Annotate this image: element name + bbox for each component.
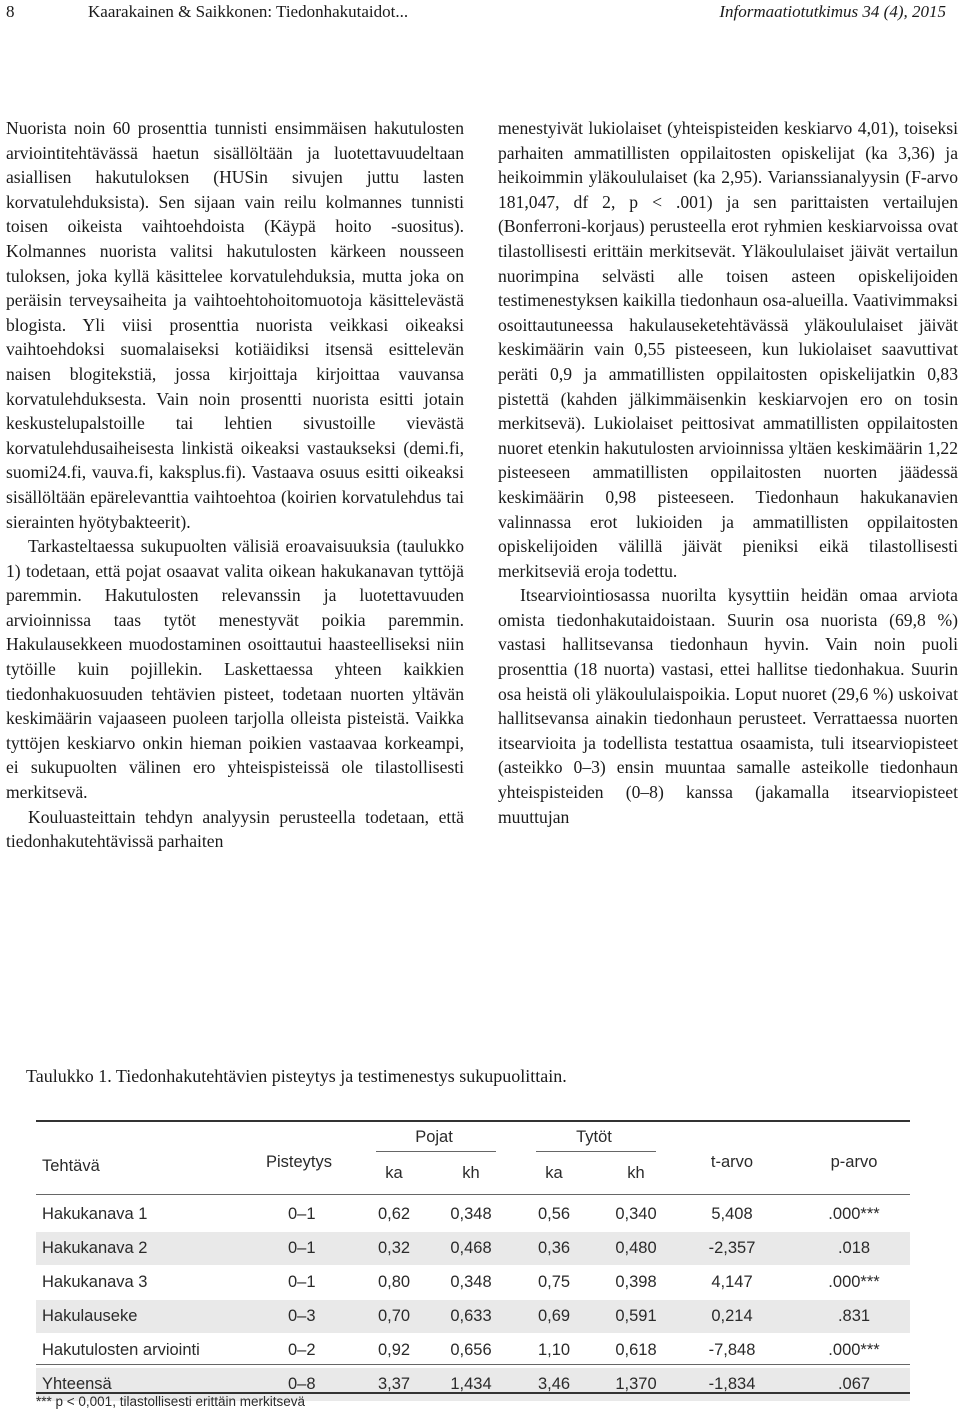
paragraph: Itsearviointiosassa nuorilta kysyttiin heidän omaa arviota omista tiedonhakutaidoistaan. Suurin osa nuorista (69,8 %) vastasi hallitsevansa tiedonhaun hyvin. Vain noin puoli prosenttia (18 nuorta) vastasi, ettei hallitse tiedonhakua. Suurin osa heistä oli yläkoululaispoikia. Loput nuoret (29,6 %) uskoivat hallitsevansa ainakin tiedonhaun perusteet. Verrattaessa nuorten itsearvioita ja todellista testattua osaamista, tuli itsearviopisteet (asteikko 0–3) ensin muuntaa samalle asteikolle tiedonhaun yhteispisteiden (0–8) kanssa (jakamalla itsearviopisteet muuttujan — [498, 585, 958, 827]
cell-boys-sd: 1,434 — [450, 1375, 492, 1393]
table-caption: Taulukko 1. Tiedonhakutehtävien pisteytys ja testimenestys sukupuolittain. — [26, 1066, 567, 1086]
cell-boys-sd: 0,468 — [450, 1239, 492, 1257]
cell-girls-mean: 3,46 — [537, 1375, 571, 1393]
cell-task: Hakukanava 2 — [42, 1239, 148, 1257]
cell-girls-sd: 1,370 — [615, 1375, 657, 1393]
cell-boys-sd: 0,656 — [450, 1341, 492, 1359]
cell-scoring: 0–3 — [288, 1307, 316, 1325]
paragraph: Nuorista noin 60 prosenttia tunnisti ensimmäisen hakutulosten arviointitehtävässä haetun sisällöltään ja luotettavuudeltaan asiallisen hakutuloksen (HUSin sivujen juttu lasten korvatulehduksista). Sen sijaan vain reilu kolmannes tunnisti toisen oikeista vaihtoehdoista (Käypä hoito -suositus). Kolmannes nuorista valitsi hakutulosten kärkeen nousseen tuloksen, joka kyllä käsittelee korvatulehduksia, mutta joka on peräisin terveysaiheita ja vaihtoehtohoitomuotoja käsittelevästä blogista. Yli viisi prosenttia nuorista veikkasi oikeaksi vaihtoehdoksi suomalaiseksi kotiäidiksi itsensä esittelevän naisen blogitekstiä, jossa kirjoittaja kirjoittaa vauvansa korvatulehduksesta. Vain noin prosentti nuorista esitti jotain keskustelupalstoille tai lehtien sivustoille vievästä korvatulehdusaiheisesta linkistä oikeaksi vastaukseksi (demi.fi, suomi24.fi, vauva.fi, kaksplus.fi). Vastaava osuus esitti oikeaksi sisällöltään epärelevanttia vaihtoehtoa (koirien korvatulehdus tai sierainten hyötybakteerit). — [6, 118, 464, 532]
cell-boys-mean: 0,70 — [377, 1307, 411, 1325]
results-table — [36, 1120, 910, 1409]
cell-boys-sd: 0,348 — [450, 1273, 492, 1291]
cell-girls-mean: 1,10 — [537, 1341, 571, 1359]
cell-task: Hakukanava 1 — [42, 1205, 148, 1223]
group-header-girls: Tytöt — [576, 1128, 612, 1146]
col-header-girls-sd: kh — [627, 1164, 645, 1182]
cell-boys-mean: 0,92 — [377, 1341, 411, 1359]
col-header-girls-mean: ka — [545, 1164, 563, 1182]
cell-t-value: -1,834 — [708, 1375, 756, 1393]
cell-scoring: 0–1 — [288, 1273, 316, 1291]
cell-t-value: -7,848 — [708, 1341, 756, 1359]
cell-girls-mean: 0,56 — [537, 1205, 571, 1223]
paragraph: menestyivät lukiolaiset (yhteispisteiden keskiarvo 4,01), toiseksi parhaiten ammatillisten oppilaitosten opiskelijat (ka 3,36) ja heikoimmin yläkoululaiset (ka 2,95). Varianssianalyysin (F-arvo 181,047, df 2, p < .001) ja sen parittaisten vertailujen (Bonferroni-korjaus) perusteella erot ryhmien keskiarvoissa ovat tilastollisesti erittäin merkitsevät. Yläkoululaiset jäivät vertailun nuorimpina selvästi alle toisen asteen opiskelijoiden testimenestyksen kaikilla tiedonhaun osa-alueilla. Vaativimmaksi osoittautuneessa hakulauseketehtävässä yläkoululaiset jäivät keskimäärin vain 0,55 pisteeseen, kun lukiolaiset saavuttivat peräti 0,9 ja ammatillisten oppilaitosten opiskelijatkin 0,83 pistettä (kahden jälkimmäisenkin keskiarvojen ero on tosin merkitsevä). Lukiolaiset peittosivat ammatillisten oppilaitosten nuoret etenkin hakutulosten arvioinnissa yltäen keskimäärin 1,22 pisteeseen ammatillisten oppilaitosten nuorten jäädessä keskimäärin 0,98 pisteeseen. Tiedonhaun hakukanavien valinnassa erot lukioiden ja ammatillisten oppilaitosten opiskelijoiden välillä jäivät pieniksi eikä tilastollisesti merkitseviä eroja todettu. — [498, 118, 958, 581]
table-top-rule — [36, 1120, 910, 1122]
cell-p-value: .000*** — [828, 1205, 880, 1223]
cell-p-value: .831 — [837, 1307, 871, 1325]
cell-boys-mean: 0,62 — [377, 1205, 411, 1223]
table-footnote: *** p < 0,001, tilastollisesti erittäin merkitsevä — [36, 1394, 305, 1409]
cell-scoring: 0–1 — [288, 1239, 316, 1257]
group-header-boys: Pojat — [415, 1128, 453, 1146]
cell-task: Yhteensä — [42, 1375, 112, 1393]
cell-girls-sd: 0,618 — [615, 1341, 657, 1359]
cell-t-value: 4,147 — [711, 1273, 753, 1291]
running-head-journal: Informaatiotutkimus 34 (4), 2015 — [719, 2, 946, 21]
cell-girls-sd: 0,591 — [615, 1307, 657, 1325]
cell-t-value: 5,408 — [711, 1205, 753, 1223]
col-header-scoring: Pisteytys — [266, 1153, 333, 1171]
table-total-rule — [36, 1364, 910, 1365]
cell-task: Hakulauseke — [42, 1307, 138, 1325]
col-header-t-value: t-arvo — [710, 1153, 754, 1171]
cell-boys-mean: 0,80 — [377, 1273, 411, 1291]
cell-boys-sd: 0,633 — [450, 1307, 492, 1325]
cell-p-value: .000*** — [828, 1273, 880, 1291]
group-underline-boys — [376, 1151, 496, 1152]
cell-task: Hakukanava 3 — [42, 1273, 148, 1291]
cell-task: Hakutulosten arviointi — [42, 1341, 200, 1359]
cell-girls-sd: 0,480 — [615, 1239, 657, 1257]
cell-p-value: .000*** — [828, 1341, 880, 1359]
col-header-boys-mean: ka — [385, 1164, 403, 1182]
group-underline-girls — [536, 1151, 656, 1152]
paragraph: Tarkasteltaessa sukupuolten välisiä eroavaisuuksia (taulukko 1) todetaan, että pojat osaavat valita oikean hakukanavan tyttöjä paremmin. Hakutulosten relevanssin ja luotettavuuden arvioinnissa taas tytöt menestyvät poikia paremmin. Hakulausekkeen muodostaminen osoittautui haasteelliseksi niin tytöille kuin pojillekin. Laskettaessa yhteen kaikkien tiedonhakuosuuden tehtävien pisteet, todetaan nuorten yltävän keskimäärin vajaaseen puoleen tarjolla olleista pisteistä. Vaikka tyttöjen keskiarvo onkin hieman poikien vastaavaa korkeampi, ei sukupuolten välinen ero yhteispisteissä ole tilastollisesti merkitsevä. — [6, 536, 464, 803]
running-head-authors: Kaarakainen & Saikkonen: Tiedonhakutaidot... — [88, 2, 409, 21]
table-header-rule — [36, 1194, 910, 1195]
col-header-task: Tehtävä — [42, 1157, 100, 1175]
cell-girls-mean: 0,36 — [537, 1239, 571, 1257]
cell-p-value: .018 — [837, 1239, 871, 1257]
page-header — [0, 0, 960, 28]
cell-girls-sd: 0,340 — [615, 1205, 657, 1223]
cell-scoring: 0–1 — [288, 1205, 316, 1223]
cell-t-value: 0,214 — [711, 1307, 753, 1325]
cell-scoring: 0–2 — [288, 1341, 316, 1359]
paragraph: Kouluasteittain tehdyn analyysin perusteella todetaan, että tiedonhakutehtävissä parhaiten — [6, 806, 464, 852]
cell-t-value: -2,357 — [708, 1239, 756, 1257]
cell-boys-sd: 0,348 — [450, 1205, 492, 1223]
cell-scoring: 0–8 — [288, 1375, 316, 1393]
right-text-column — [498, 116, 958, 829]
cell-boys-mean: 0,32 — [377, 1239, 411, 1257]
col-header-boys-sd: kh — [462, 1164, 480, 1182]
cell-boys-mean: 3,37 — [377, 1375, 411, 1393]
left-text-column — [6, 116, 464, 854]
page-number: 8 — [6, 2, 15, 21]
cell-girls-mean: 0,69 — [537, 1307, 571, 1325]
cell-girls-sd: 0,398 — [615, 1273, 657, 1291]
cell-p-value: .067 — [837, 1375, 871, 1393]
col-header-p-value: p-arvo — [830, 1153, 878, 1171]
cell-girls-mean: 0,75 — [537, 1273, 571, 1291]
